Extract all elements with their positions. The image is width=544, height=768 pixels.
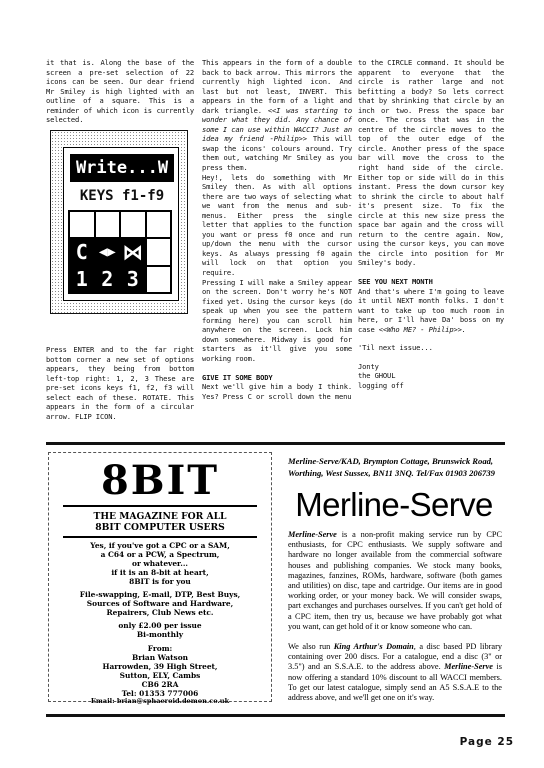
ad-line: 8BIT is for you [129,577,191,586]
article-column-3 [358,58,504,391]
author-status: logging off [358,380,404,390]
divider-top [46,442,505,445]
article-paragraph: to the CIRCLE command. It should be apparent to everyone that the circle is rather large and not befitting a body? So lets correct that by shrinking that circle by an inch or two. Press the space bar once. The cross that was in the centre of the circle moves to the top of the outer edge of the circle. Another press of the space bar will move the cross to the right hand side of the circle. Either top or side will do in this instant. Press the down cursor key to shrink the circle to about half it's present size. To fix the circle at this new size press the space bar again and the cross will return to the centre again. Now, using the cursor keys, you can move the circle into position for Mr Smiley's body. [358,58,504,268]
grid-cell-empty [147,267,171,292]
mirror-icon: ⋈ [122,239,143,264]
brand-name: Merline-Serve [444,662,493,672]
article-paragraph: Pressing I will make a Smiley appear on the screen. Don't worry he's NOT fixed yet. Using the cursor keys (do speak up when you see the pattern forming here) you can scroll him anywhere on the screen. Lock him down somewhere. Midway is good for starters as it'll give you some working room. [202,277,352,363]
article-column-1 [46,58,194,125]
screenshot-inner [63,147,179,301]
article-column-2 [202,58,352,401]
ad-tagline: 8BIT COMPUTER USERS [95,522,225,533]
divider-bottom [46,714,505,717]
ad-line: Repairers, Club News etc. [106,608,214,617]
article-paragraph: it that is. Along the base of the screen a pre-set selection of 22 icons can be seen. Our dear friend Mr Smiley is high lighted with an outline of a square. This is a reminder of which icon is currently selected. [46,58,194,125]
grid-cell-empty [121,212,145,237]
ad-from: From: [147,644,173,653]
text-run: , a disc based PD library containing over 200 discs. For a catalogue, end a disc (3" or 3.5") and an S.S.A.E. to the address above. [288,642,502,672]
author-alias: the GHOUL [358,371,396,381]
write-banner: Write...W [70,154,174,182]
grid-cell-empty [147,212,171,237]
ad-address-line: Merline-Serve/KAD, Brympton Cottage, Brunswick Road, [288,456,494,466]
ad-line: Yes, if you've got a CPC or a SAM, [90,541,230,550]
preset-key-3: 3 [121,267,145,292]
ad-line: Sources of Software and Hardware, [86,599,234,608]
grid-cell-empty [147,239,171,264]
keys-label: KEYS f1-f9 [79,188,165,204]
library-name: King Arthur's Domain [333,642,414,652]
advert-merline-serve [280,452,508,704]
advert-8bit [48,452,272,705]
ad-tagline: THE MAGAZINE FOR ALL [93,511,227,522]
article-paragraph: Next we'll give him a body I think. Yes? Press C or scroll down the menu [202,382,352,401]
grid-cell-empty [96,212,120,237]
text-run: is a non-profit making service run by CPC enthusiasts, for CPC enthusiasts. We supply software and hardware no longer available from the commercial software houses and publishing companies. We stock many books, magazines, fanzines, ROMs, hardware, software (both games and utilities) on disc, tape and cartridge. Our items are in good working order, or your money back. We will consider swaps, part exchanges and purchases ourselves. If you can't get hold of a CPC item, then try us, because we have probably got what you want, can get hold of it or know someone who can. [288,530,502,631]
ad-divider [63,505,257,507]
text-run: We also run [288,642,334,652]
article-paragraph [202,58,352,173]
merline-serve-logo: Merline-Serve [295,486,493,523]
article-paragraph: Press ENTER and to the far right bottom corner a new set of options appears, they being from bottom left-top right: 1, 2, 3 These are pre-set icons keys f1, f2, f3 will select each of these. ROTATE. This appears in the form of a circular arrow. FLIP ICON. [46,345,194,421]
ad-frequency: Bi-monthly [136,630,184,639]
ad-line: a C64 or a PCW, a Spectrum, [100,550,220,559]
editor-note: <<Who ME? - Philip>>. [378,324,466,334]
editor-note: <<I was starting to wonder what they did. Any chance of some I can use within WACCI? Just an idea my friend -Philip>> [202,105,352,144]
article-paragraph: Hey!, lets do something with Mr Smiley then. As with all options there are two ways of selecting what we want from the menus and sub-menus. Either press the single letter that applies to the function you want or press f0 once and run up/down the menu with the cursor keys. As always pressing f0 again will lock on that option you require. [202,172,352,278]
ad-price: only £2.00 per issue [118,621,202,630]
grid-cell-empty [70,212,94,237]
ad-email: Email: brian@sphaeroid.demon.co.uk [90,697,230,705]
preset-key-1: 1 [70,267,94,292]
ad-line: File-swapping, E-mail, DTP, Best Buys, [79,590,241,599]
ad-body [288,530,502,713]
sign-off-line: 'Til next issue... [358,343,433,353]
icon-grid [68,210,172,294]
text-run: This appears in the form of a double back to back arrow. This mirrors the currently high lighted icon. And last but not least, INVERT. This appears in the form of a light and dark triangle. [202,58,352,115]
ad-address-line: Sutton, ELY, Cambs [119,671,201,680]
text-run: This will swap the icons' colours around. Try them out, watching Mr Smiley as you press them. [202,134,353,173]
ad-telephone: Tel: 01353 777006 [121,689,199,698]
ad-address-line: Brian Watson [131,653,188,662]
section-heading: SEE YOU NEXT MONTH [358,277,433,287]
ad-address-line: Worthing, West Sussex, BN11 3NQ. Tel/Fax 01903 206739 [288,467,495,478]
ad-paragraph [288,530,502,632]
preset-key-2: 2 [96,267,120,292]
screenshot-figure [50,130,188,314]
flip-icon: ◀▶ [96,239,120,264]
page-number: Page 25 [459,736,514,748]
ad-address [288,456,502,479]
article-paragraph [358,287,504,335]
text-run: And that's where I'm going to leave it until NEXT month folks. I don't want to take up too much room in here, or I'll have Da' boss on my case [358,286,504,334]
ad-paragraph [288,642,502,703]
brand-name: Merline-Serve [288,530,337,539]
ad-address-line: CB6 2RA [141,680,179,689]
ad-line: or whatever... [132,559,188,568]
ad-address-line: Harrowden, 39 High Street, [102,662,218,671]
text-run: is now offering a standard 10% discount to all WACCI members. To get our latest catalogue, simply send an A5 S.S.A.E to the address above, and we'll get one on it's way. [288,662,502,703]
ad-8bit-title: 8BIT [100,457,220,504]
ad-divider [63,536,257,538]
ad-line: if it is an 8-bit at heart, [111,568,209,577]
section-heading: GIVE IT SOME BODY [202,372,273,382]
rotate-icon: C [70,239,94,264]
author-name: Jonty [358,361,379,371]
article-column-1-lower [46,345,194,421]
